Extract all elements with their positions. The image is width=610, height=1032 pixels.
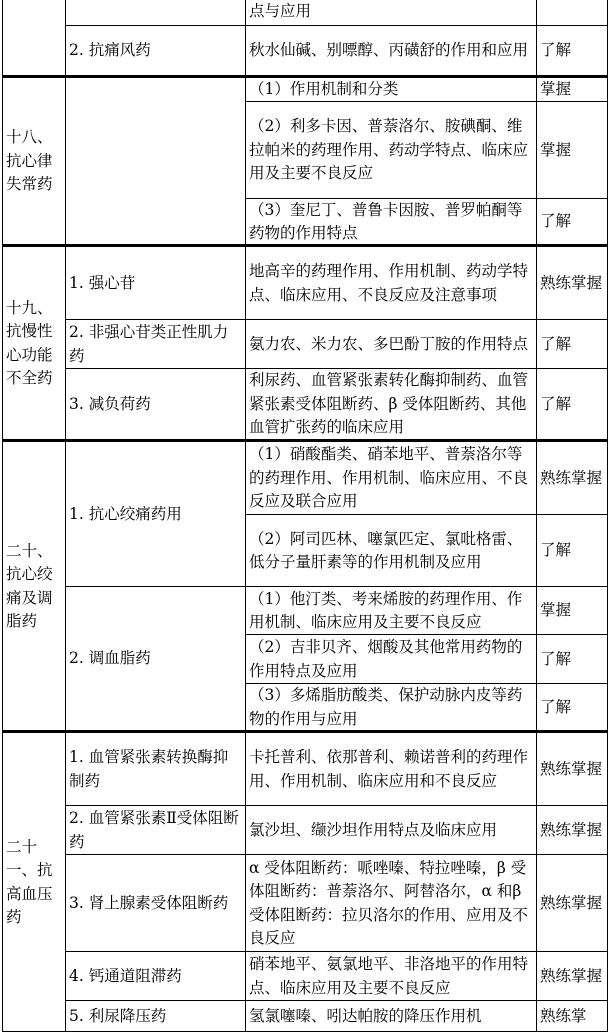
category-cell: 十九、抗慢性心功能不全药 (2, 246, 66, 440)
level-cell: 熟练掌握 (536, 951, 608, 1001)
level-cell: 熟练掌握 (536, 854, 608, 952)
content-cell: 利尿药、血管紧张素转化酶抑制药、血管紧张素受体阻断药、β 受体阻断药、其他血管扩张药的临床应用 (245, 368, 537, 440)
content-cell: α 受体阻断药：哌唑嗪、特拉唑嗪，β 受体阻断药：普萘洛尔、阿替洛尔，α 和β 受体阻断药：拉贝洛尔的作用、应用及不良反应 (245, 854, 537, 952)
group-name-cell: 1. 抗心绞痛药用 (65, 441, 246, 587)
level-cell: 了解 (536, 634, 608, 684)
level-cell: 了解 (536, 368, 608, 440)
content-cell: （1）他汀类、考来烯胺的药理作用、作用机制、临床应用及主要不良反应 (245, 586, 537, 635)
level-cell (536, 0, 608, 26)
group-name-cell: 5. 利尿降压药 (65, 1000, 246, 1032)
group-name-cell (65, 77, 246, 245)
group-name-cell: 2. 抗痛风药 (65, 25, 246, 76)
level-cell: 了解 (536, 198, 608, 245)
group-name-cell: 3. 肾上腺素受体阻断药 (65, 854, 246, 952)
content-cell: （3）多烯脂肪酸类、保护动脉内皮等药物的作用与应用 (245, 683, 537, 731)
level-cell: 熟练掌握 (536, 441, 608, 515)
category-cell: 二十一、抗高血压药 (2, 732, 66, 1032)
group-name-cell (65, 0, 246, 26)
level-cell: 熟练掌握 (536, 246, 608, 320)
level-cell: 了解 (536, 514, 608, 587)
content-cell: （2）利多卡因、普萘洛尔、胺碘酮、维拉帕米的药理作用、药动学特点、临床应用及主要不良反应 (245, 101, 537, 199)
content-cell: （1）作用机制和分类 (245, 77, 537, 102)
category-cell: 二十、抗心绞痛及调脂药 (2, 441, 66, 731)
content-cell: 氢氯噻嗪、吲达帕胺的降压作用机 (245, 1000, 537, 1032)
content-cell: 地高辛的药理作用、作用机制、药动学特点、临床应用、不良反应及注意事项 (245, 246, 537, 320)
level-cell: 熟练掌握 (536, 805, 608, 855)
category-cell: 十八、抗心律失常药 (2, 77, 66, 245)
content-cell: （3）奎尼丁、普鲁卡因胺、普罗帕酮等药物的作用特点 (245, 198, 537, 245)
content-cell: 氯沙坦、缬沙坦作用特点及临床应用 (245, 805, 537, 855)
level-cell: 熟练掌 (536, 1000, 608, 1032)
level-cell: 了解 (536, 319, 608, 369)
content-cell: （1）硝酸酯类、硝苯地平、普萘洛尔等的药理作用、作用机制、临床应用、不良反应及联合应用 (245, 441, 537, 515)
group-name-cell: 1. 血管紧张素转换酶抑制药 (65, 732, 246, 806)
group-name-cell: 2. 非强心苷类正性肌力药 (65, 319, 246, 369)
group-name-cell: 3. 减负荷药 (65, 368, 246, 440)
syllabus-table (2, 0, 608, 1028)
content-cell: 氨力农、米力农、多巴酚丁胺的作用特点 (245, 319, 537, 369)
level-cell: 熟练掌握 (536, 732, 608, 806)
content-cell: （2）阿司匹林、噻氯匹定、氯吡格雷、低分子量肝素等的作用机制及应用 (245, 514, 537, 587)
group-name-cell: 1. 强心苷 (65, 246, 246, 320)
level-cell: 掌握 (536, 101, 608, 199)
category-cell (2, 0, 66, 76)
group-name-cell: 2. 血管紧张素Ⅱ受体阻断药 (65, 805, 246, 855)
level-cell: 了解 (536, 25, 608, 76)
level-cell: 掌握 (536, 586, 608, 635)
content-cell: （2）吉非贝齐、烟酸及其他常用药物的作用特点及应用 (245, 634, 537, 684)
content-cell: 卡托普利、依那普利、赖诺普利的药理作用、作用机制、临床应用和不良反应 (245, 732, 537, 806)
level-cell: 了解 (536, 683, 608, 731)
content-cell: 硝苯地平、氨氯地平、非洛地平的作用特点、临床应用及主要不良反应 (245, 951, 537, 1001)
content-cell: 秋水仙碱、别嘌醇、丙磺舒的作用和应用 (245, 25, 537, 76)
level-cell: 掌握 (536, 77, 608, 102)
group-name-cell: 2. 调血脂药 (65, 586, 246, 731)
group-name-cell: 4. 钙通道阻滞药 (65, 951, 246, 1001)
content-cell: 点与应用 (245, 0, 537, 26)
